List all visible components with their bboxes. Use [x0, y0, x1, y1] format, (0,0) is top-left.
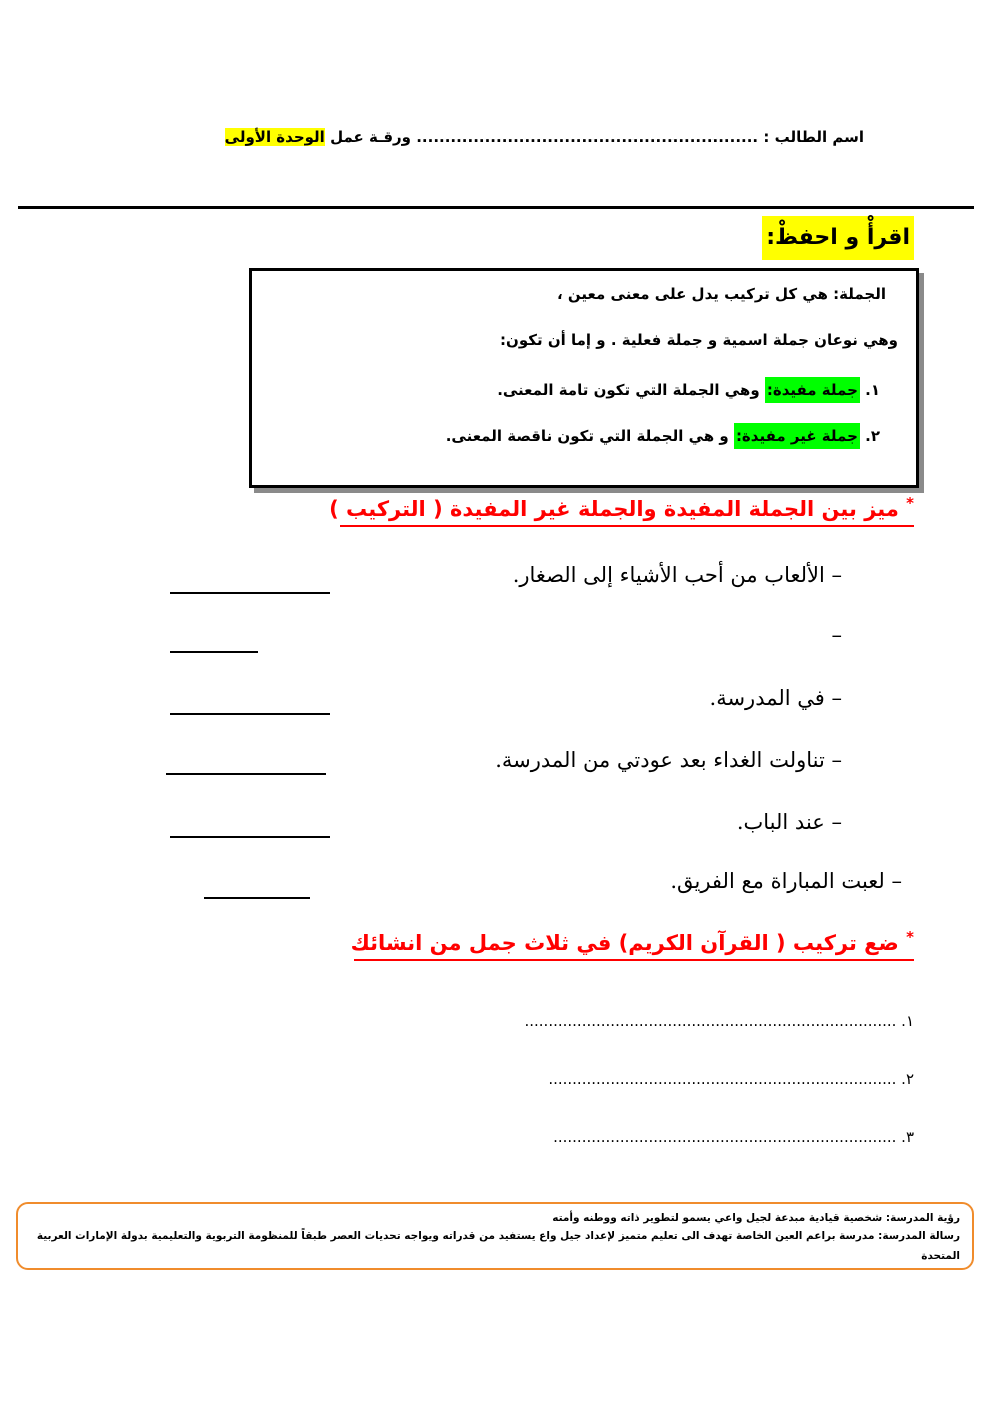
non-useful-sentence-highlight: جملة غير مفيدة:	[734, 423, 860, 449]
definition-box	[249, 268, 919, 488]
answer-blank-4[interactable]	[166, 773, 326, 775]
student-header	[224, 128, 864, 156]
answer-blank-1[interactable]	[170, 592, 330, 594]
exercise-item-4: – تناولت الغداء بعد عودتي من المدرسة.	[495, 748, 842, 772]
useful-sentence-highlight: جملة مفيدة:	[765, 377, 860, 403]
exercise-1-title-text: ميز بين الجملة المفيدة والجملة غير المفيدة ( التركيب )	[329, 497, 899, 521]
answer-line-3[interactable]: ٣. ........................................................................	[553, 1128, 914, 1146]
non-useful-sentence-text: و هي الجملة التي تكون ناقصة المعنى.	[445, 427, 734, 445]
answer-blank-2[interactable]	[170, 651, 258, 653]
definition-line-2: وهي نوعان جملة اسمية و جملة فعلية . و إما أن تكون:	[500, 331, 898, 349]
definition-line-1: الجملة: هي كل تركيب يدل على معنى معين ،	[557, 285, 886, 303]
star-marker: *	[906, 494, 914, 512]
star-marker: *	[906, 928, 914, 946]
exercise-2-title-text: ضع تركيب ( القرآن الكريم) في ثلاث جمل من انشائك	[350, 931, 899, 955]
exercise-item-5: – عند الباب.	[736, 810, 842, 834]
read-memorize-title: اقرأْ و احفظْ:	[762, 216, 914, 260]
item-number: ١.	[865, 381, 880, 399]
unit-highlight: الوحدة الأولى	[224, 128, 325, 146]
exercise-item-2: –	[831, 623, 842, 647]
answer-line-1[interactable]: ١. ..............................................................................	[524, 1012, 914, 1030]
student-name-label: اسم الطالب :	[763, 128, 864, 146]
useful-sentence-text: وهي الجملة التي تكون تامة المعنى.	[497, 381, 765, 399]
answer-line-2[interactable]: ٢. .........................................................................	[548, 1070, 914, 1088]
exercise-1-title	[329, 494, 914, 527]
exercise-item-6: – لعبت المباراة مع الفريق.	[670, 869, 902, 893]
school-vision: رؤية المدرسة: شخصية قيادية مبدعة لجيل واعي يسمو لتطوير ذاته ووطنه وأمته	[552, 1212, 960, 1224]
exercise-item-1: – الألعاب من أحب الأشياء إلى الصغار.	[512, 563, 842, 587]
answer-blank-5[interactable]	[170, 836, 330, 838]
answer-blank-6[interactable]	[204, 897, 310, 899]
exercise-2-title	[350, 928, 914, 961]
school-mission: رسالة المدرسة: مدرسة براعم العين الخاصة تهدف الى تعليم متميز لإعداد جيل واع يستفيد من قدراته ويواجه تحديات العصر طبقاً للمنظومة التربوية والتعليمية بدولة الإمارات العربية	[36, 1230, 960, 1242]
exercise-item-3: – في المدرسة.	[709, 686, 842, 710]
school-footer	[16, 1202, 974, 1270]
student-name-dots[interactable]: ............................................................	[416, 128, 759, 146]
item-number: ٢.	[865, 427, 880, 445]
answer-blank-3[interactable]	[170, 713, 330, 715]
definition-item-2	[446, 427, 880, 445]
header-divider	[18, 206, 974, 209]
worksheet-label: ورقـة عمل	[330, 128, 411, 146]
definition-item-1	[497, 381, 880, 399]
school-mission-cont: المتحدة	[921, 1250, 960, 1262]
